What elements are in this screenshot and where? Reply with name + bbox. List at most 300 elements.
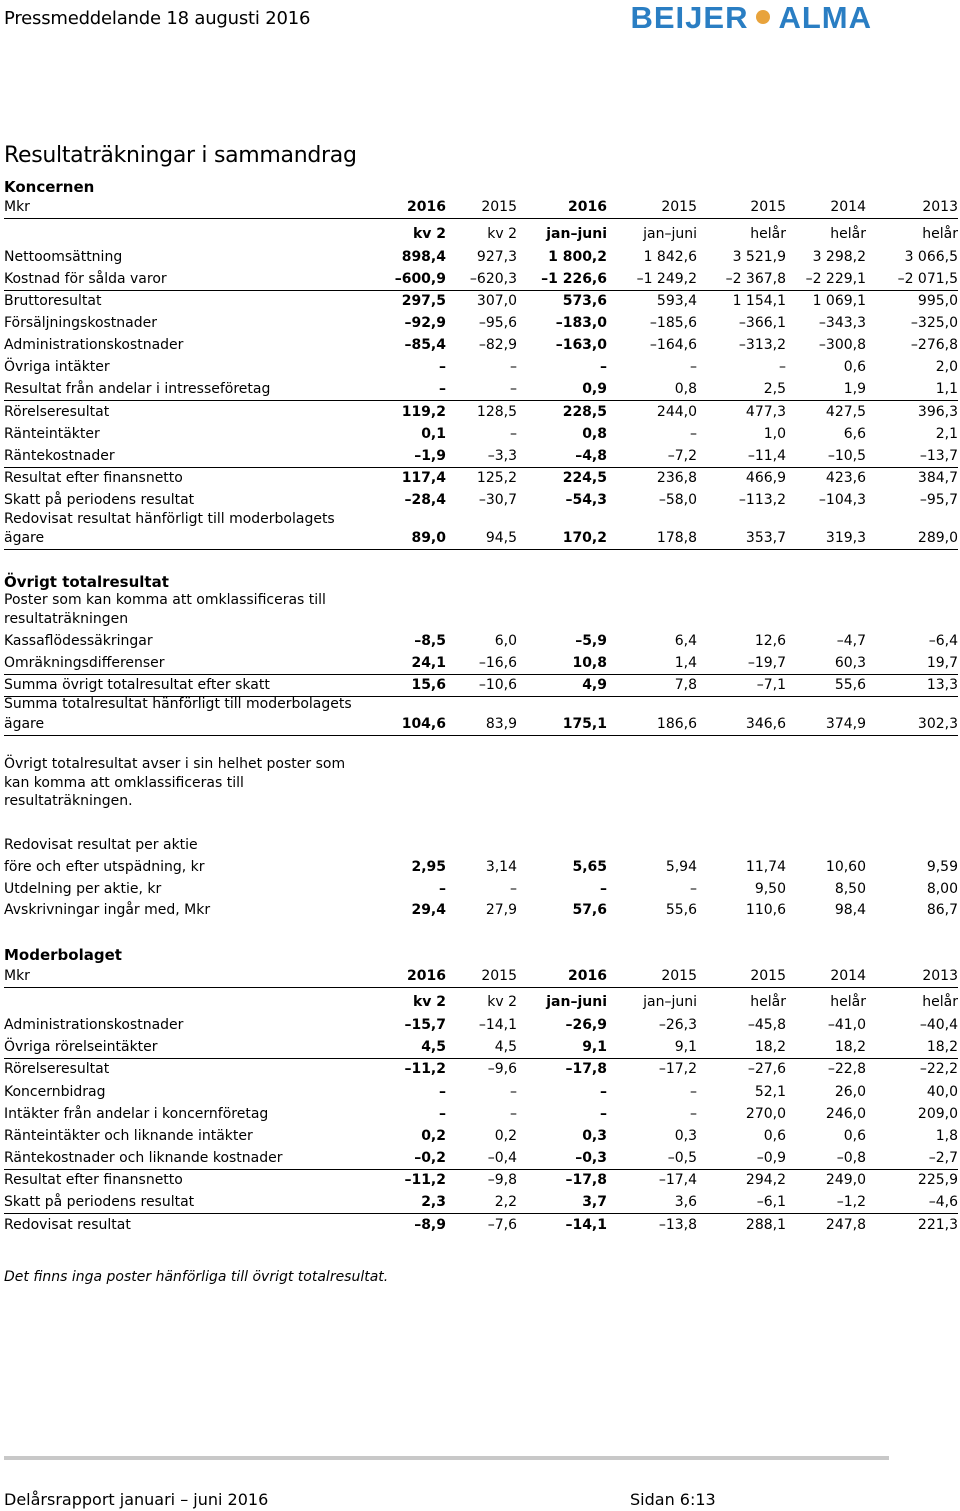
oci-sub-line: Poster som kan komma att omklassificeras till: [4, 592, 326, 608]
cell-value: 0,6: [843, 1128, 866, 1144]
cell-value: 7,8: [674, 677, 697, 693]
cell-value: 294,2: [745, 1172, 786, 1188]
cell-value: –28,4: [404, 492, 446, 508]
cell-value: 86,7: [926, 902, 958, 918]
row-label: Bruttoresultat: [4, 293, 102, 309]
cell-value: 3 298,2: [812, 249, 866, 265]
cell-value: 0,9: [582, 381, 607, 397]
cell-value: –276,8: [910, 337, 958, 353]
period-header-row: [4, 224, 958, 245]
year-header-row: [4, 197, 958, 219]
cell-value: 466,9: [745, 470, 786, 486]
logo-text-right: ALMA: [778, 0, 872, 35]
cell-value: 83,9: [485, 716, 517, 732]
cell-value: –7,2: [667, 448, 697, 464]
row-label: Utdelning per aktie, kr: [4, 881, 162, 897]
cell-value: –2,7: [928, 1150, 958, 1166]
cell-value: 221,3: [917, 1217, 958, 1233]
row-label: Skatt på periodens resultat: [4, 1194, 195, 1210]
cell-value: –1,9: [414, 448, 446, 464]
table-row: [4, 1192, 958, 1214]
cell-value: –9,8: [487, 1172, 517, 1188]
cell-value: –: [439, 1106, 446, 1122]
cell-value: 0,3: [582, 1128, 607, 1144]
cell-value: 3,7: [582, 1194, 607, 1210]
cell-value: 9,1: [674, 1039, 697, 1055]
cell-value: –15,7: [404, 1017, 446, 1033]
table-row: [4, 335, 958, 356]
table-row: [4, 1082, 958, 1103]
cell-value: –11,2: [404, 1061, 446, 1077]
cell-value: 2015: [481, 199, 517, 215]
press-release-date: Pressmeddelande 18 augusti 2016: [4, 8, 311, 29]
cell-value: 1 154,1: [732, 293, 786, 309]
row-label: Försäljningskostnader: [4, 315, 158, 331]
cell-value: –58,0: [658, 492, 697, 508]
cell-value: 0,1: [421, 426, 446, 442]
cell-value: kv 2: [412, 226, 446, 242]
table-row: [4, 1037, 958, 1059]
cell-value: –0,8: [836, 1150, 866, 1166]
cell-value: –22,8: [827, 1061, 866, 1077]
table-row: [4, 424, 958, 445]
cell-value: –: [510, 1084, 517, 1100]
cell-value: 170,2: [562, 530, 607, 546]
cell-value: 2014: [830, 968, 866, 984]
cell-value: helår: [750, 994, 786, 1010]
cell-value: –1,2: [836, 1194, 866, 1210]
cell-value: 0,2: [494, 1128, 517, 1144]
table-row: [4, 1148, 958, 1170]
row-label: Kostnad för sålda varor: [4, 271, 167, 287]
cell-value: 1,8: [935, 1128, 958, 1144]
row-label: Räntekostnader och liknande kostnader: [4, 1150, 283, 1166]
cell-value: 1,0: [763, 426, 786, 442]
cell-value: 0,6: [763, 1128, 786, 1144]
cell-value: 427,5: [825, 404, 866, 420]
cell-value: –14,1: [565, 1217, 607, 1233]
cell-value: helår: [922, 226, 958, 242]
cell-value: –16,6: [478, 655, 517, 671]
table-row: [4, 247, 958, 268]
cell-value: 374,9: [825, 716, 866, 732]
table-row: [4, 879, 958, 900]
cell-value: –: [510, 381, 517, 397]
cell-value: –27,6: [747, 1061, 786, 1077]
cell-value: 249,0: [825, 1172, 866, 1188]
cell-value: –10,6: [478, 677, 517, 693]
cell-value: 4,5: [494, 1039, 517, 1055]
cell-value: –600,9: [394, 271, 446, 287]
row-label: före och efter utspädning, kr: [4, 859, 205, 875]
cell-value: –313,2: [738, 337, 786, 353]
page-title: Resultaträkningar i sammandrag: [4, 143, 357, 168]
cell-value: –8,9: [414, 1217, 446, 1233]
table-row: [4, 269, 958, 291]
footer-report-title: Delårsrapport januari – juni 2016: [4, 1490, 269, 1509]
cell-value: 225,9: [917, 1172, 958, 1188]
oci-note-line: resultaträkningen.: [4, 793, 133, 809]
cell-value: –54,3: [565, 492, 607, 508]
cell-value: 60,3: [834, 655, 866, 671]
cell-value: –: [690, 359, 697, 375]
company-logo: [630, 0, 872, 36]
cell-value: 236,8: [656, 470, 697, 486]
cell-value: –17,2: [658, 1061, 697, 1077]
cell-value: helår: [830, 994, 866, 1010]
cell-value: –: [510, 359, 517, 375]
cell-value: 10,60: [825, 859, 866, 875]
cell-value: 593,4: [656, 293, 697, 309]
cell-value: 9,50: [754, 881, 786, 897]
cell-value: –2 229,1: [805, 271, 866, 287]
table-row: [4, 1015, 958, 1036]
cell-value: helår: [750, 226, 786, 242]
cell-value: 18,2: [834, 1039, 866, 1055]
cell-value: jan–juni: [643, 226, 697, 242]
row-label: Nettoomsättning: [4, 249, 123, 265]
row-label: Koncernbidrag: [4, 1084, 106, 1100]
row-label: Mkr: [4, 968, 30, 984]
logo-text-left: BEIJER: [630, 0, 749, 35]
cell-value: –11,4: [747, 448, 786, 464]
row-label: Omräkningsdifferenser: [4, 655, 165, 671]
cell-value: –7,1: [756, 677, 786, 693]
cell-value: 3 521,9: [732, 249, 786, 265]
cell-value: 247,8: [825, 1217, 866, 1233]
cell-value: 2013: [922, 968, 958, 984]
footnote: Det finns inga poster hänförliga till övrigt totalresultat.: [4, 1269, 389, 1285]
table-row: [4, 857, 958, 878]
cell-value: 995,0: [917, 293, 958, 309]
cell-value: 110,6: [745, 902, 786, 918]
cell-value: –5,9: [575, 633, 607, 649]
cell-value: 2,95: [411, 859, 446, 875]
oci-note-line: Övrigt totalresultat avser i sin helhet poster som: [4, 756, 346, 772]
cell-value: 228,5: [562, 404, 607, 420]
row-label: Övriga intäkter: [4, 359, 110, 375]
row-label: Redovisat resultat: [4, 1217, 131, 1233]
group-heading: Koncernen: [4, 178, 95, 196]
table-row: [4, 653, 958, 675]
cell-value: 2,2: [494, 1194, 517, 1210]
row-label: Ränteintäkter: [4, 426, 100, 442]
cell-value: 2,5: [763, 381, 786, 397]
cell-value: –3,3: [487, 448, 517, 464]
attributable-label-line: Redovisat resultat hänförligt till moderbolagets: [4, 511, 335, 527]
table-row: [4, 313, 958, 334]
cell-value: –4,7: [836, 633, 866, 649]
cell-value: –: [779, 359, 786, 375]
row-label: Resultat från andelar i intresseföretag: [4, 381, 271, 397]
cell-value: –104,3: [818, 492, 866, 508]
cell-value: –366,1: [738, 315, 786, 331]
cell-value: –620,3: [469, 271, 517, 287]
cell-value: –26,9: [565, 1017, 607, 1033]
eps-label-line: Redovisat resultat per aktie: [4, 837, 198, 853]
row-label: Ränteintäkter och liknande intäkter: [4, 1128, 253, 1144]
cell-value: –0,4: [487, 1150, 517, 1166]
cell-value: 1,9: [843, 381, 866, 397]
cell-value: –95,6: [478, 315, 517, 331]
cell-value: kv 2: [487, 994, 517, 1010]
cell-value: 13,3: [926, 677, 958, 693]
row-label: ägare: [4, 530, 45, 546]
logo-dot-icon: [756, 10, 770, 24]
cell-value: 2013: [922, 199, 958, 215]
cell-value: 2016: [568, 968, 607, 984]
cell-value: 270,0: [745, 1106, 786, 1122]
row-label: Mkr: [4, 199, 30, 215]
cell-value: 0,6: [843, 359, 866, 375]
cell-value: 2015: [661, 199, 697, 215]
cell-value: 0,8: [582, 426, 607, 442]
cell-value: 353,7: [745, 530, 786, 546]
cell-value: 5,94: [665, 859, 697, 875]
cell-value: 186,6: [656, 716, 697, 732]
cell-value: –10,5: [827, 448, 866, 464]
cell-value: –: [690, 1084, 697, 1100]
cell-value: –: [690, 881, 697, 897]
cell-value: 6,6: [843, 426, 866, 442]
cell-value: 8,50: [834, 881, 866, 897]
cell-value: –1 226,6: [541, 271, 607, 287]
cell-value: –: [600, 1084, 607, 1100]
cell-value: –17,8: [565, 1172, 607, 1188]
cell-value: 19,7: [926, 655, 958, 671]
cell-value: –0,3: [575, 1150, 607, 1166]
total-label-line: Summa totalresultat hänförligt till moderbolagets: [4, 696, 352, 712]
cell-value: 423,6: [825, 470, 866, 486]
footer-divider: [4, 1456, 889, 1460]
row-label: Kassaflödessäkringar: [4, 633, 153, 649]
cell-value: 9,59: [926, 859, 958, 875]
row-label: Rörelseresultat: [4, 404, 110, 420]
cell-value: 18,2: [926, 1039, 958, 1055]
cell-value: –: [600, 359, 607, 375]
row-label: Administrationskostnader: [4, 1017, 184, 1033]
cell-value: –185,6: [649, 315, 697, 331]
cell-value: 9,1: [582, 1039, 607, 1055]
cell-value: 307,0: [476, 293, 517, 309]
cell-value: –4,8: [575, 448, 607, 464]
cell-value: –164,6: [649, 337, 697, 353]
cell-value: 319,3: [825, 530, 866, 546]
cell-value: 289,0: [917, 530, 958, 546]
cell-value: kv 2: [487, 226, 517, 242]
cell-value: –: [510, 881, 517, 897]
table-row: [4, 1170, 958, 1191]
cell-value: 0,3: [674, 1128, 697, 1144]
cell-value: –11,2: [404, 1172, 446, 1188]
cell-value: 297,5: [401, 293, 446, 309]
cell-value: –113,2: [738, 492, 786, 508]
cell-value: –82,9: [478, 337, 517, 353]
cell-value: –300,8: [818, 337, 866, 353]
cell-value: 396,3: [917, 404, 958, 420]
footer-page-number: Sidan 6:13: [630, 1490, 716, 1509]
row-label: Intäkter från andelar i koncernföretag: [4, 1106, 269, 1122]
cell-value: 1,1: [935, 381, 958, 397]
table-row: [4, 900, 958, 921]
table-row: [4, 291, 958, 312]
cell-value: –0,2: [414, 1150, 446, 1166]
row-label: ägare: [4, 716, 45, 732]
cell-value: –2 071,5: [897, 271, 958, 287]
table-row: [4, 1215, 958, 1236]
table-row: [4, 357, 958, 378]
cell-value: –163,0: [555, 337, 607, 353]
row-label: Administrationskostnader: [4, 337, 184, 353]
cell-value: 98,4: [834, 902, 866, 918]
cell-value: 2,0: [935, 359, 958, 375]
cell-value: jan–juni: [546, 994, 607, 1010]
cell-value: 927,3: [476, 249, 517, 265]
cell-value: 3,6: [674, 1194, 697, 1210]
cell-value: –183,0: [555, 315, 607, 331]
cell-value: –343,3: [818, 315, 866, 331]
cell-value: 119,2: [401, 404, 446, 420]
cell-value: –: [600, 1106, 607, 1122]
cell-value: –85,4: [404, 337, 446, 353]
cell-value: helår: [830, 226, 866, 242]
row-label: Avskrivningar ingår med, Mkr: [4, 902, 211, 918]
cell-value: –325,0: [910, 315, 958, 331]
table-row: [4, 675, 958, 697]
total-row: [4, 714, 958, 736]
cell-value: 128,5: [476, 404, 517, 420]
cell-value: 6,4: [674, 633, 697, 649]
table-row: [4, 1126, 958, 1147]
cell-value: jan–juni: [643, 994, 697, 1010]
cell-value: –45,8: [747, 1017, 786, 1033]
oci-heading: Övrigt totalresultat: [4, 573, 169, 591]
cell-value: 2015: [750, 199, 786, 215]
cell-value: 1 842,6: [643, 249, 697, 265]
table-row: [4, 1104, 958, 1125]
table-row: [4, 1059, 958, 1080]
cell-value: 3 066,5: [904, 249, 958, 265]
cell-value: –: [439, 881, 446, 897]
cell-value: –40,4: [919, 1017, 958, 1033]
cell-value: 209,0: [917, 1106, 958, 1122]
cell-value: –13,7: [919, 448, 958, 464]
cell-value: 55,6: [834, 677, 866, 693]
row-label: Rörelseresultat: [4, 1061, 110, 1077]
cell-value: 52,1: [754, 1084, 786, 1100]
row-label: Räntekostnader: [4, 448, 115, 464]
cell-value: 117,4: [401, 470, 446, 486]
cell-value: 288,1: [745, 1217, 786, 1233]
cell-value: –: [510, 426, 517, 442]
cell-value: 573,6: [562, 293, 607, 309]
cell-value: 24,1: [411, 655, 446, 671]
cell-value: –30,7: [478, 492, 517, 508]
cell-value: –13,8: [658, 1217, 697, 1233]
cell-value: 8,00: [926, 881, 958, 897]
cell-value: 40,0: [926, 1084, 958, 1100]
cell-value: kv 2: [412, 994, 446, 1010]
parent-heading: Moderbolaget: [4, 946, 122, 964]
cell-value: –17,4: [658, 1172, 697, 1188]
cell-value: –8,5: [414, 633, 446, 649]
oci-note-line: kan komma att omklassificeras till: [4, 775, 244, 791]
cell-value: –2 367,8: [725, 271, 786, 287]
cell-value: 2014: [830, 199, 866, 215]
cell-value: –1 249,2: [636, 271, 697, 287]
cell-value: –9,6: [487, 1061, 517, 1077]
cell-value: 302,3: [917, 716, 958, 732]
cell-value: 3,14: [485, 859, 517, 875]
cell-value: 6,0: [494, 633, 517, 649]
cell-value: 2016: [407, 199, 446, 215]
cell-value: 175,1: [562, 716, 607, 732]
cell-value: 2015: [661, 968, 697, 984]
cell-value: 104,6: [401, 716, 446, 732]
cell-value: –4,6: [928, 1194, 958, 1210]
cell-value: 57,6: [572, 902, 607, 918]
row-label: Summa övrigt totalresultat efter skatt: [4, 677, 270, 693]
period-header-row: [4, 992, 958, 1013]
cell-value: 224,5: [562, 470, 607, 486]
cell-value: –0,9: [756, 1150, 786, 1166]
cell-value: 5,65: [572, 859, 607, 875]
row-label: Resultat efter finansnetto: [4, 1172, 183, 1188]
cell-value: 1 069,1: [812, 293, 866, 309]
cell-value: 244,0: [656, 404, 697, 420]
cell-value: –6,4: [928, 633, 958, 649]
cell-value: 2,3: [421, 1194, 446, 1210]
cell-value: 2015: [481, 968, 517, 984]
cell-value: –: [600, 881, 607, 897]
cell-value: 1,4: [674, 655, 697, 671]
cell-value: 27,9: [485, 902, 517, 918]
cell-value: –95,7: [919, 492, 958, 508]
cell-value: –41,0: [827, 1017, 866, 1033]
cell-value: –: [439, 381, 446, 397]
cell-value: –7,6: [487, 1217, 517, 1233]
cell-value: 246,0: [825, 1106, 866, 1122]
cell-value: 2015: [750, 968, 786, 984]
oci-sub-line: resultaträkningen: [4, 611, 129, 627]
cell-value: –0,5: [667, 1150, 697, 1166]
cell-value: 477,3: [745, 404, 786, 420]
cell-value: –92,9: [404, 315, 446, 331]
cell-value: –6,1: [756, 1194, 786, 1210]
cell-value: –17,8: [565, 1061, 607, 1077]
table-row: [4, 490, 958, 511]
cell-value: 89,0: [411, 530, 446, 546]
table-row: [4, 402, 958, 423]
row-label: Övriga rörelseintäkter: [4, 1039, 158, 1055]
cell-value: 178,8: [656, 530, 697, 546]
cell-value: 898,4: [401, 249, 446, 265]
attributable-row: [4, 528, 958, 550]
cell-value: 55,6: [665, 902, 697, 918]
cell-value: 11,74: [745, 859, 786, 875]
cell-value: 4,9: [582, 677, 607, 693]
cell-value: 29,4: [411, 902, 446, 918]
cell-value: 0,8: [674, 381, 697, 397]
table-row: [4, 379, 958, 401]
cell-value: 4,5: [421, 1039, 446, 1055]
year-header-row: [4, 966, 958, 988]
cell-value: –: [690, 426, 697, 442]
table-row: [4, 468, 958, 489]
cell-value: 94,5: [485, 530, 517, 546]
row-label: Resultat efter finansnetto: [4, 470, 183, 486]
cell-value: –14,1: [478, 1017, 517, 1033]
